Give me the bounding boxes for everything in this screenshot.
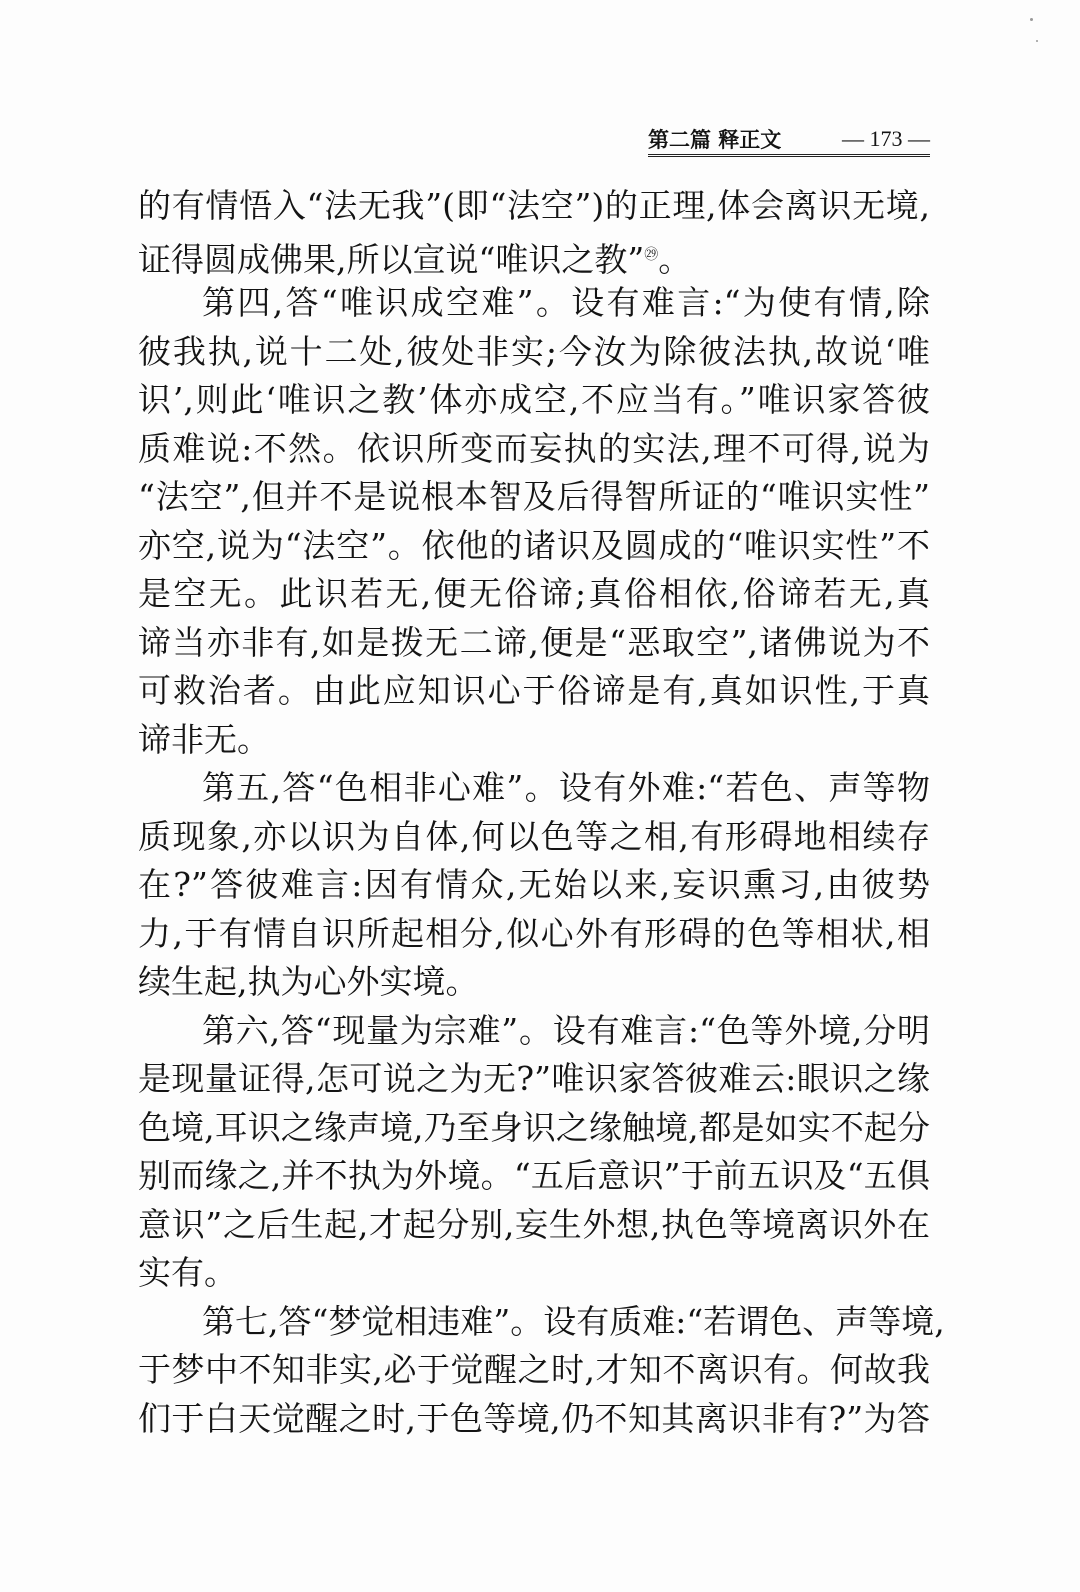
page-number: — 173 — xyxy=(842,126,930,151)
text-line-content: 亦空,说为“法空”。依他的诸识及圆成的“唯识实性”不 xyxy=(138,525,930,565)
text-line xyxy=(138,1249,930,1298)
text-line-content: 续生起,执为心外实境。 xyxy=(138,962,479,1001)
text-line xyxy=(138,473,930,522)
text-line-content: 谛当亦非有,如是拨无二谛,便是“恶取空”,诸佛说为不 xyxy=(138,622,930,662)
text-line-content: 第四,答“唯识成空难”。设有难言:“为使有情,除 xyxy=(202,283,930,322)
text-line-content: 实有。 xyxy=(138,1253,237,1292)
text-line xyxy=(138,1104,930,1153)
text-line xyxy=(138,376,930,425)
punctuation: 。 xyxy=(658,239,692,279)
scan-speck xyxy=(1030,18,1033,21)
text-line xyxy=(138,1395,930,1444)
text-line xyxy=(138,619,930,668)
text-line xyxy=(138,1055,930,1104)
text-line-content: 质现象,亦以识为自体,何以色等之相,有形碍地相续存 xyxy=(138,816,930,856)
text-line xyxy=(138,1201,930,1250)
text-line-content: 是空无。此识若无,便无俗谛;真俗相依,俗谛若无,真 xyxy=(138,574,930,613)
text-line xyxy=(138,328,930,377)
footnote-marker[interactable]: ㉙ xyxy=(644,246,659,263)
text-line xyxy=(138,522,930,571)
section-title: 第二篇 释正文 xyxy=(648,127,782,152)
text-line-content: 识’,则此‘唯识之教’体亦成空,不应当有。”唯识家答彼 xyxy=(138,380,930,419)
text-line xyxy=(138,182,930,231)
text-line xyxy=(138,1007,930,1056)
text-line-content: 质难说:不然。依识所变而妄执的实法,理不可得,说为 xyxy=(138,428,930,468)
text-line xyxy=(138,1152,930,1201)
text-line-content: “法空”,但并不是说根本智及后得智所证的“唯识实性” xyxy=(138,477,930,516)
text-line-content: 在?”答彼难言:因有情众,无始以来,妄识熏习,由彼势 xyxy=(138,865,930,904)
body-text xyxy=(138,182,945,1443)
text-line-content: 力,于有情自识所起相分,似心外有形碍的色等相状,相 xyxy=(138,913,930,953)
text-line xyxy=(138,425,930,474)
text-line xyxy=(138,1298,945,1347)
text-line-content: 可救治者。由此应知识心于俗谛是有,真如识性,于真 xyxy=(138,671,930,710)
text-line xyxy=(138,667,930,716)
text-line-content: 第五,答“色相非心难”。设有外难:“若色、声等物 xyxy=(202,768,930,807)
text-line-content: 证得圆成佛果,所以宣说“唯识之教” xyxy=(138,239,645,279)
running-header xyxy=(648,124,930,157)
text-line-content: 们于白天觉醒之时,于色等境,仍不知其离识非有?”为答 xyxy=(138,1398,930,1438)
text-line-content: 是现量证得,怎可说之为无?”唯识家答彼难云:眼识之缘 xyxy=(138,1059,930,1098)
text-line xyxy=(138,279,930,328)
text-line-content: 谛非无。 xyxy=(138,719,270,759)
text-line-content: 的有情悟入“法无我”(即“法空”)的正理,体会离识无境, xyxy=(138,186,930,225)
text-line-content: 彼我执,说十二处,彼处非实;今汝为除彼法执,故说‘唯 xyxy=(138,331,930,371)
scan-speck xyxy=(1036,40,1038,42)
text-line xyxy=(138,764,930,813)
text-line xyxy=(138,910,930,959)
text-line xyxy=(138,958,930,1007)
text-line-content: 第六,答“现量为宗难”。设有难言:“色等外境,分明 xyxy=(202,1010,930,1050)
text-line xyxy=(138,570,930,619)
text-line xyxy=(138,716,930,765)
text-line-content: 第七,答“梦觉相违难”。设有质难:“若谓色、声等境, xyxy=(202,1301,945,1341)
text-line xyxy=(138,1346,930,1395)
text-line xyxy=(138,813,930,862)
text-line-content: 于梦中不知非实,必于觉醒之时,才知不离识有。何故我 xyxy=(138,1350,930,1389)
text-line-content: 色境,耳识之缘声境,乃至身识之缘触境,都是如实不起分 xyxy=(138,1107,930,1147)
text-line-content: 意识”之后生起,才起分别,妄生外想,执色等境离识外在 xyxy=(138,1204,930,1244)
text-line xyxy=(138,861,930,910)
text-line xyxy=(138,231,930,280)
text-line-content: 别而缘之,并不执为外境。“五后意识”于前五识及“五俱 xyxy=(138,1156,930,1195)
